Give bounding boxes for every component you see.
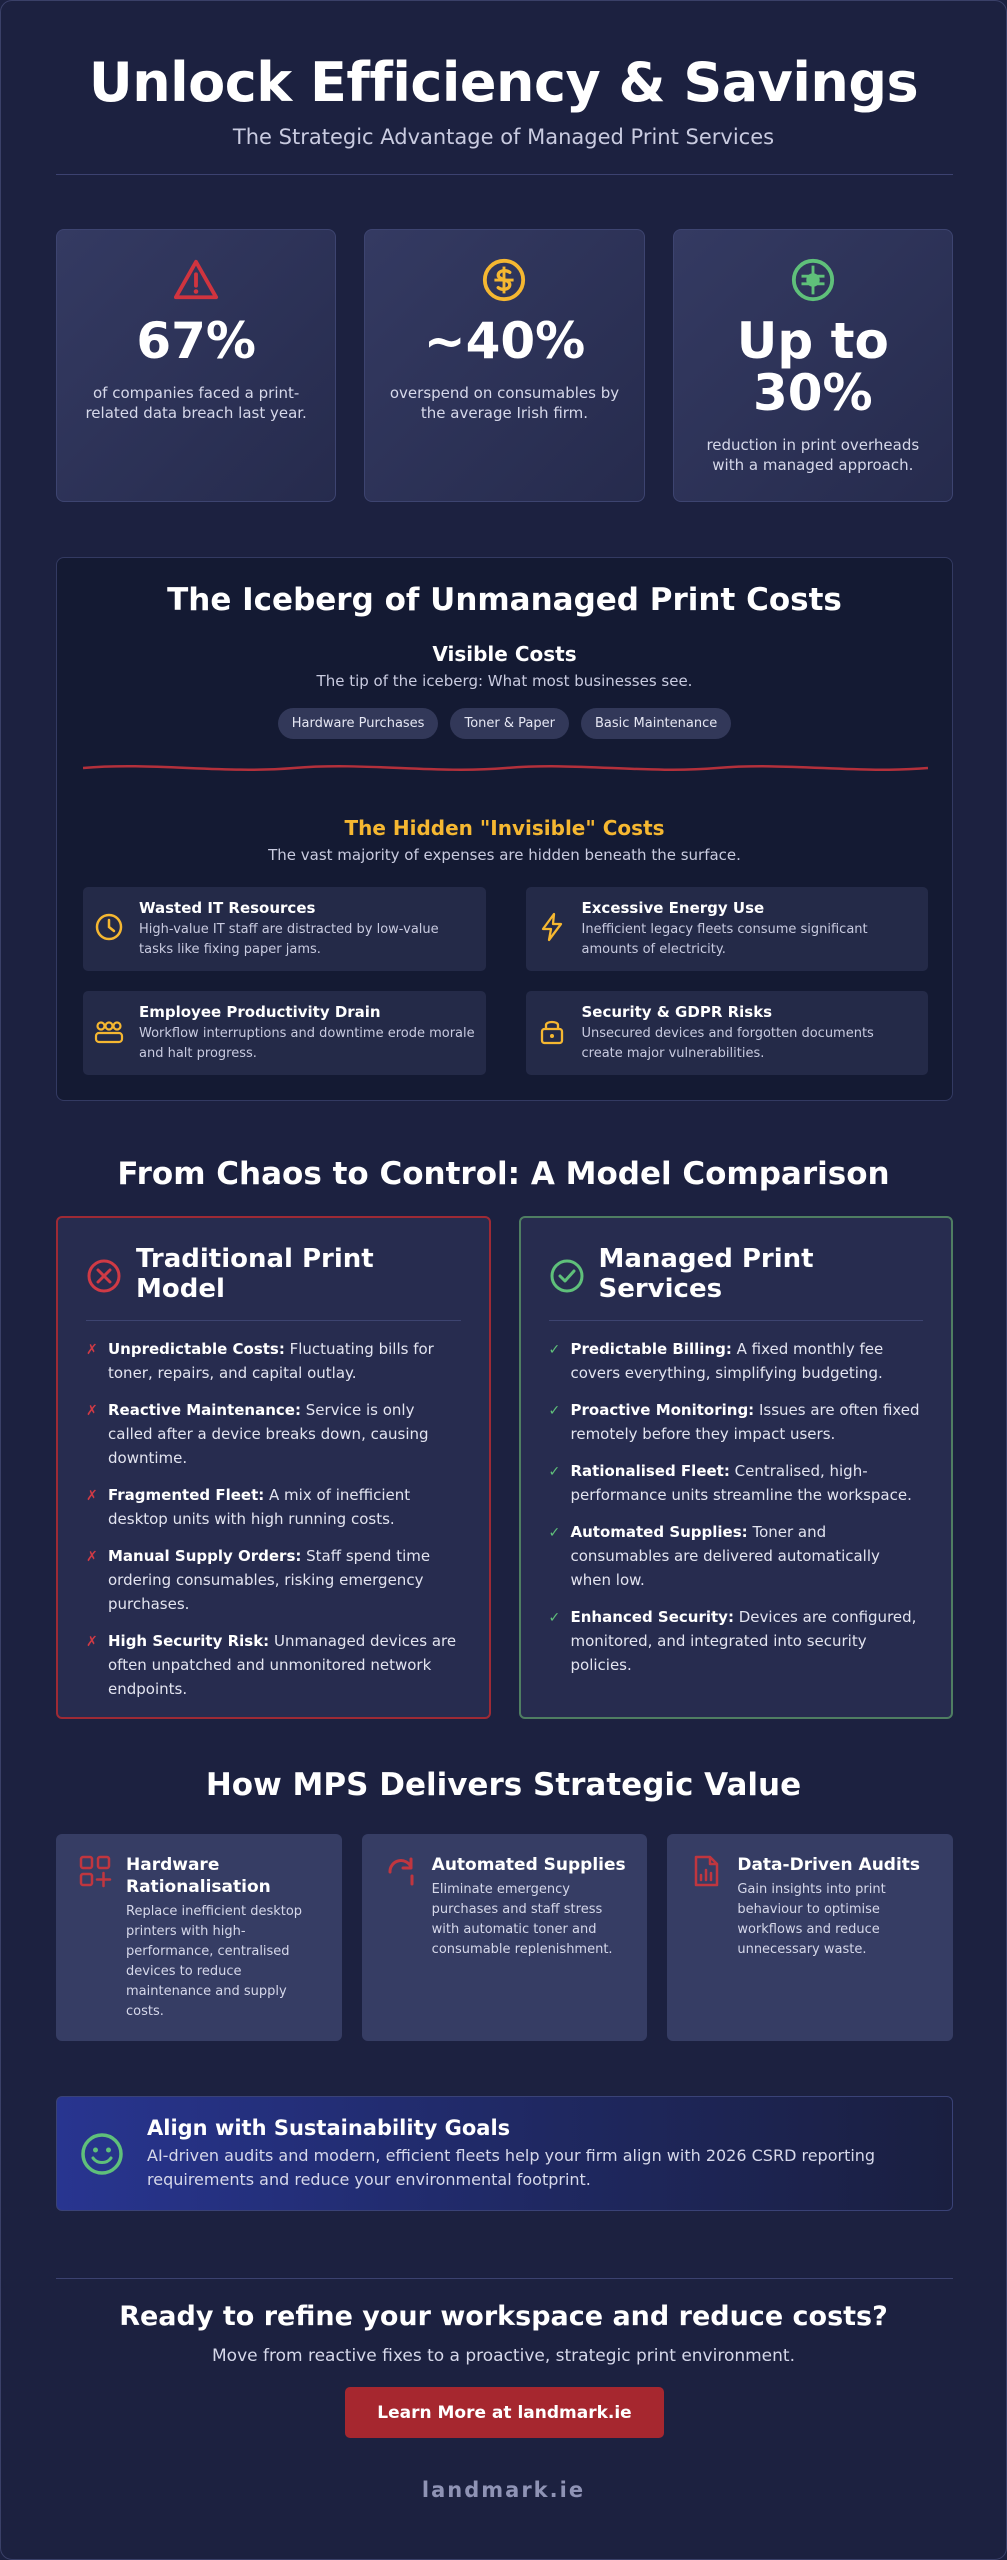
stat-description: of companies faced a print-related data breach last year.	[85, 384, 307, 422]
hidden-cost-card	[526, 991, 929, 1075]
list-item	[549, 1398, 924, 1446]
value-card-description: Replace inefficient desktop printers with high-performance, centralised devices to reduce maintenance and supply costs.	[126, 1904, 303, 2019]
header	[1, 1, 1006, 149]
value-card-title: Hardware Rationalisation	[126, 1855, 271, 1897]
close-circle-icon	[86, 1258, 122, 1294]
visible-cost-pill: Hardware Purchases	[278, 708, 439, 739]
stat-card-reduction	[673, 229, 953, 502]
warning-triangle-icon	[173, 257, 219, 303]
item-text: Devices are configured, monitored, and integrated into security policies.	[570, 1608, 917, 1674]
stat-value: ~40%	[423, 312, 586, 370]
value-title: How MPS Delivers Strategic Value	[205, 1767, 802, 1803]
item-label: Predictable Billing:	[570, 1340, 732, 1358]
smile-icon	[79, 2131, 125, 2177]
value-card-description: Eliminate emergency purchases and staff stress with automatic toner and consumable replenishment.	[431, 1882, 613, 1957]
value-card-title: Data-Driven Audits	[737, 1855, 921, 1875]
hidden-cost-description: Workflow interruptions and downtime erode morale and halt progress.	[139, 1026, 475, 1061]
item-label: Fragmented Fleet:	[108, 1486, 265, 1504]
item-text: A mix of inefficient desktop units with high running costs.	[108, 1486, 411, 1528]
item-label: Rationalised Fleet:	[570, 1462, 730, 1480]
cross-icon: ✗	[86, 1488, 98, 1504]
managed-card-header	[549, 1244, 924, 1321]
item-label: Reactive Maintenance:	[108, 1401, 301, 1419]
learn-more-button[interactable]: Learn More at landmark.ie	[345, 2387, 664, 2438]
hidden-cost-title: Wasted IT Resources	[139, 899, 316, 917]
page-title: Unlock Efficiency & Savings	[88, 51, 919, 114]
item-label: Automated Supplies:	[570, 1523, 748, 1541]
cross-icon: ✗	[86, 1342, 98, 1358]
cta-title: Ready to refine your workspace and reduce costs?	[119, 2301, 888, 2332]
hidden-cost-title: Excessive Energy Use	[581, 899, 765, 917]
iceberg-panel	[56, 557, 953, 1101]
cross-icon: ✗	[86, 1634, 98, 1650]
hidden-cost-card	[83, 887, 486, 971]
item-label: Proactive Monitoring:	[570, 1401, 755, 1419]
traditional-card-title: Traditional Print Model	[136, 1244, 374, 1304]
leaf-coin-icon	[790, 257, 836, 303]
hidden-cost-title: Employee Productivity Drain	[139, 1003, 381, 1021]
visible-costs-pills	[57, 708, 952, 739]
lock-icon	[536, 1015, 568, 1047]
managed-card-title: Managed Print Services	[598, 1244, 814, 1304]
waterline-divider	[83, 758, 928, 778]
list-item	[549, 1337, 924, 1385]
header-divider	[56, 174, 953, 175]
managed-list	[549, 1337, 924, 1677]
value-card-title: Automated Supplies	[431, 1855, 626, 1875]
list-item	[86, 1398, 461, 1470]
value-cards-row	[56, 1834, 953, 2041]
comparison-row	[56, 1216, 953, 1719]
comparison-title: From Chaos to Control: A Model Comparison	[117, 1156, 890, 1192]
check-icon: ✓	[548, 1342, 561, 1358]
traditional-model-card	[56, 1216, 491, 1719]
item-text: Unmanaged devices are often unpatched and unmonitored network endpoints.	[108, 1632, 457, 1698]
footer-brand: landmark.ie	[421, 2478, 586, 2502]
cta-divider	[56, 2278, 953, 2279]
stat-card-overspend	[364, 229, 644, 502]
page-subtitle: The Strategic Advantage of Managed Print Services	[232, 125, 775, 149]
item-text: Service is only called after a device breaks down, causing downtime.	[108, 1401, 429, 1467]
refresh-arrow-icon	[384, 1854, 418, 1888]
hidden-cost-description: High-value IT staff are distracted by low-value tasks like fixing paper jams.	[139, 922, 439, 957]
stat-value: 67%	[136, 312, 256, 370]
item-text: Toner and consumables are delivered automatically when low.	[570, 1523, 880, 1589]
value-card	[362, 1834, 648, 2041]
stat-description: reduction in print overheads with a managed approach.	[706, 436, 920, 474]
item-text: Centralised, high-performance units streamline the workspace.	[570, 1462, 912, 1504]
apps-add-icon	[78, 1854, 112, 1888]
sustainability-title: Align with Sustainability Goals	[147, 2115, 511, 2140]
hidden-cost-title: Security & GDPR Risks	[581, 1003, 773, 1021]
list-item	[86, 1483, 461, 1531]
check-icon: ✓	[548, 1403, 561, 1419]
hidden-cost-card	[83, 991, 486, 1075]
item-text: A fixed monthly fee covers everything, simplifying budgeting.	[570, 1340, 884, 1382]
managed-services-card	[519, 1216, 954, 1719]
list-item	[86, 1629, 461, 1701]
currency-coin-icon	[481, 257, 527, 303]
list-item	[549, 1520, 924, 1592]
cta-subtitle: Move from reactive fixes to a proactive, strategic print environment.	[212, 2346, 795, 2366]
check-icon: ✓	[548, 1464, 561, 1480]
value-card	[667, 1834, 953, 2041]
value-card-description: Gain insights into print behaviour to optimise workflows and reduce unnecessary waste.	[737, 1882, 886, 1957]
item-text: Fluctuating bills for toner, repairs, and capital outlay.	[108, 1340, 434, 1382]
visible-costs-subtitle: The tip of the iceberg: What most businesses see.	[316, 672, 693, 690]
list-item	[549, 1605, 924, 1677]
hidden-cost-card	[526, 887, 929, 971]
cross-icon: ✗	[86, 1403, 98, 1419]
list-item	[86, 1337, 461, 1385]
item-label: Unpredictable Costs:	[108, 1340, 285, 1358]
item-text: Issues are often fixed remotely before they impact users.	[570, 1401, 920, 1443]
hidden-costs-subtitle: The vast majority of expenses are hidden beneath the surface.	[268, 846, 741, 864]
check-icon: ✓	[548, 1610, 561, 1626]
value-card	[56, 1834, 342, 2041]
item-text: Staff spend time ordering consumables, risking emergency purchases.	[108, 1547, 431, 1613]
traditional-card-header	[86, 1244, 461, 1321]
hidden-costs-grid	[83, 887, 928, 1075]
traditional-list	[86, 1337, 461, 1701]
visible-cost-pill: Basic Maintenance	[581, 708, 731, 739]
stat-card-breach	[56, 229, 336, 502]
hidden-cost-description: Unsecured devices and forgotten documents create major vulnerabilities.	[581, 1026, 874, 1061]
cross-icon: ✗	[86, 1549, 98, 1565]
list-item	[549, 1459, 924, 1507]
clock-icon	[93, 911, 125, 943]
hidden-cost-description: Inefficient legacy fleets consume significant amounts of electricity.	[581, 922, 868, 957]
sustainability-banner	[56, 2096, 953, 2211]
lightning-icon	[536, 911, 568, 943]
document-chart-icon	[689, 1854, 723, 1888]
visible-cost-pill: Toner & Paper	[450, 708, 569, 739]
stats-row	[56, 229, 953, 502]
stat-value: Up to 30%	[736, 312, 889, 422]
item-label: Enhanced Security:	[570, 1608, 734, 1626]
sustainability-description: AI-driven audits and modern, efficient fleets help your firm align with 2026 CSRD reporting requirements and reduce your environmental footprint.	[147, 2145, 876, 2189]
item-label: High Security Risk:	[108, 1632, 270, 1650]
item-label: Manual Supply Orders:	[108, 1547, 302, 1565]
hidden-costs-title: The Hidden "Invisible" Costs	[344, 816, 665, 840]
list-item	[86, 1544, 461, 1616]
stat-description: overspend on consumables by the average Irish firm.	[389, 384, 620, 422]
visible-costs-title: Visible Costs	[432, 642, 577, 666]
check-icon: ✓	[548, 1525, 561, 1541]
people-icon	[93, 1015, 125, 1047]
check-circle-icon	[549, 1258, 585, 1294]
iceberg-title: The Iceberg of Unmanaged Print Costs	[167, 582, 842, 618]
